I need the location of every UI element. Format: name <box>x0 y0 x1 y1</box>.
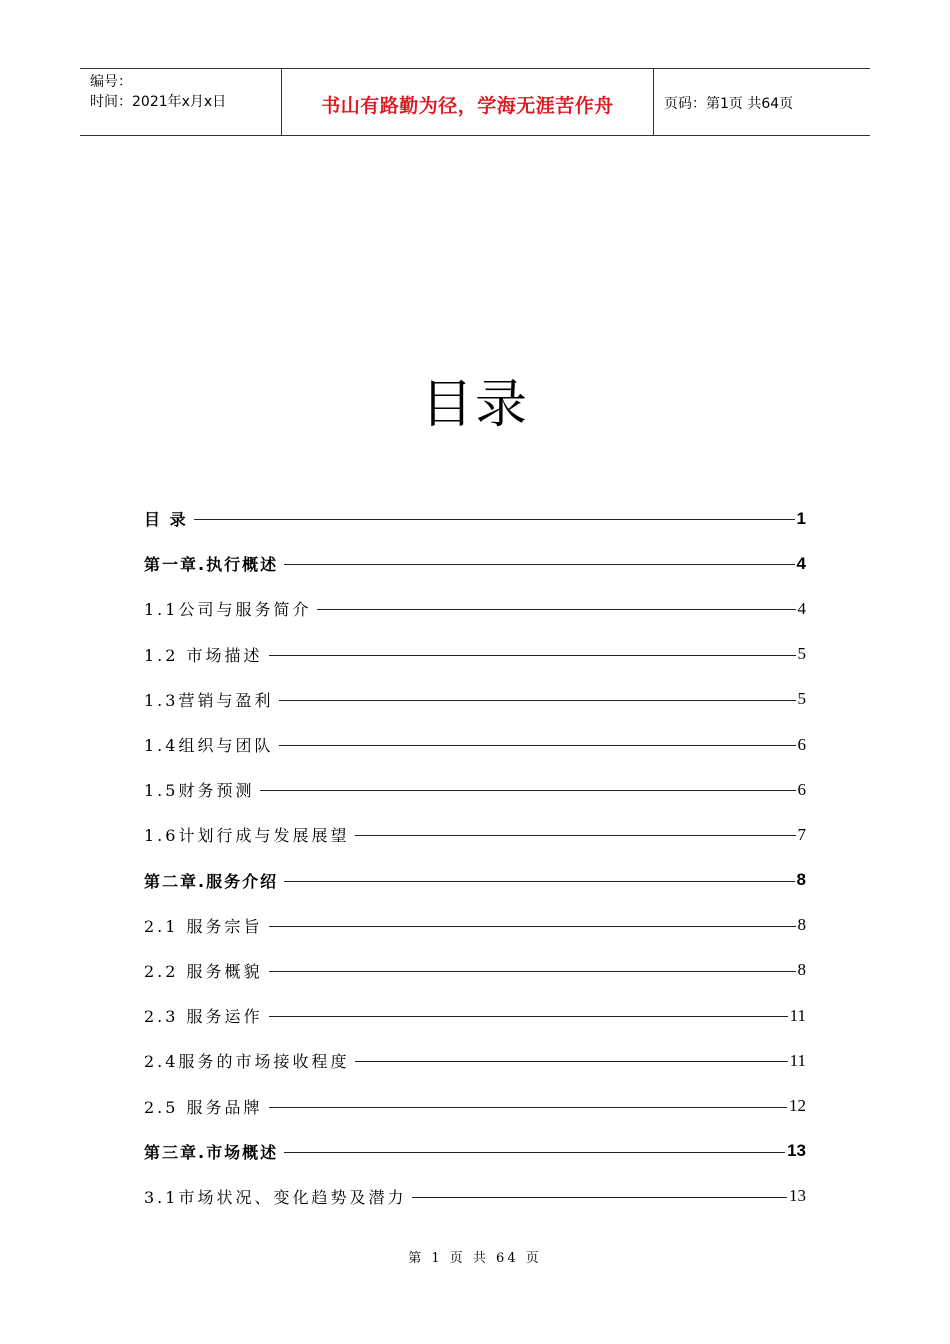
toc-entry-label: 目 录 <box>144 510 188 530</box>
toc-entry-label: 第三章.市场概述 <box>144 1142 279 1162</box>
toc-entry-label: 1.4组织与团队 <box>144 736 274 756</box>
toc-section-entry[interactable] <box>144 1083 806 1128</box>
toc-dot-leader <box>194 519 795 520</box>
toc-entry-page-number: 6 <box>797 734 806 754</box>
toc-entry-page-number: 4 <box>797 598 806 618</box>
toc-entry-page-number: 11 <box>789 1050 806 1070</box>
toc-dot-leader <box>279 700 795 701</box>
table-of-contents <box>144 496 806 1219</box>
toc-entry-label: 1.2 市场描述 <box>144 645 263 665</box>
toc-chapter-entry[interactable] <box>144 1129 806 1174</box>
toc-dot-leader <box>355 1061 787 1062</box>
header-page-info: 页码：第1页 共64页 <box>664 96 794 112</box>
document-time-label: 时间：2021年x月x日 <box>90 94 227 110</box>
toc-dot-leader <box>260 790 795 791</box>
toc-dot-leader <box>317 609 795 610</box>
header-motto: 书山有路勤为径，学海无涯苦作舟 <box>321 94 614 117</box>
toc-entry-label: 3.1市场状况、变化趋势及潜力 <box>144 1187 407 1207</box>
toc-entry-page-number: 7 <box>797 824 806 844</box>
toc-section-entry[interactable] <box>144 677 806 722</box>
page-header <box>80 68 870 136</box>
toc-entry-page-number: 5 <box>797 644 806 664</box>
page-title: 目录 <box>420 375 529 435</box>
toc-dot-leader <box>279 745 795 746</box>
toc-entry-page-number: 8 <box>797 915 806 935</box>
toc-entry-page-number: 13 <box>787 1141 806 1161</box>
toc-dot-leader <box>269 926 796 927</box>
toc-dot-leader <box>269 971 796 972</box>
toc-dot-leader <box>355 835 795 836</box>
document-number-label: 编号： <box>90 74 132 90</box>
toc-section-entry[interactable] <box>144 767 806 812</box>
toc-section-entry[interactable] <box>144 903 806 948</box>
toc-entry-label: 2.3 服务运作 <box>144 1007 263 1027</box>
toc-section-entry[interactable] <box>144 993 806 1038</box>
header-motto-cell <box>282 69 654 135</box>
toc-entry-page-number: 1 <box>796 508 806 528</box>
toc-entry-page-number: 12 <box>789 1096 806 1116</box>
toc-section-entry[interactable] <box>144 722 806 767</box>
toc-dot-leader <box>269 1107 787 1108</box>
toc-dot-leader <box>284 1152 785 1153</box>
toc-entry-label: 2.4服务的市场接收程度 <box>144 1052 350 1072</box>
toc-entry-page-number: 13 <box>789 1186 806 1206</box>
toc-entry-page-number: 8 <box>796 870 806 890</box>
toc-section-entry[interactable] <box>144 948 806 993</box>
toc-entry-label: 2.1 服务宗旨 <box>144 916 263 936</box>
toc-dot-leader <box>412 1197 787 1198</box>
toc-section-entry[interactable] <box>144 1038 806 1083</box>
toc-dot-leader <box>269 655 796 656</box>
toc-chapter-entry[interactable] <box>144 541 806 586</box>
toc-section-entry[interactable] <box>144 632 806 677</box>
header-meta <box>80 69 282 135</box>
toc-entry-label: 第二章.服务介绍 <box>144 871 279 891</box>
page-footer: 第 1 页 共 64 页 <box>408 1251 542 1266</box>
toc-chapter-entry[interactable] <box>144 858 806 903</box>
toc-dot-leader <box>269 1016 788 1017</box>
toc-section-entry[interactable] <box>144 812 806 857</box>
toc-entry-label: 2.5 服务品牌 <box>144 1097 263 1117</box>
toc-entry-page-number: 4 <box>796 553 806 573</box>
toc-entry-page-number: 6 <box>797 779 806 799</box>
toc-entry-label: 1.5财务预测 <box>144 781 255 801</box>
toc-entry-label: 1.3营销与盈利 <box>144 690 274 710</box>
toc-entry-page-number: 8 <box>797 960 806 980</box>
toc-chapter-entry[interactable] <box>144 496 806 541</box>
toc-section-entry[interactable] <box>144 1174 806 1219</box>
toc-dot-leader <box>284 564 794 565</box>
header-page-info-cell <box>654 69 870 135</box>
toc-entry-label: 2.2 服务概貌 <box>144 961 263 981</box>
toc-entry-label: 第一章.执行概述 <box>144 555 279 575</box>
toc-section-entry[interactable] <box>144 586 806 631</box>
toc-entry-label: 1.6计划行成与发展展望 <box>144 826 350 846</box>
toc-entry-page-number: 11 <box>789 1005 806 1025</box>
toc-dot-leader <box>284 881 794 882</box>
toc-entry-label: 1.1公司与服务简介 <box>144 600 312 620</box>
toc-entry-page-number: 5 <box>797 689 806 709</box>
